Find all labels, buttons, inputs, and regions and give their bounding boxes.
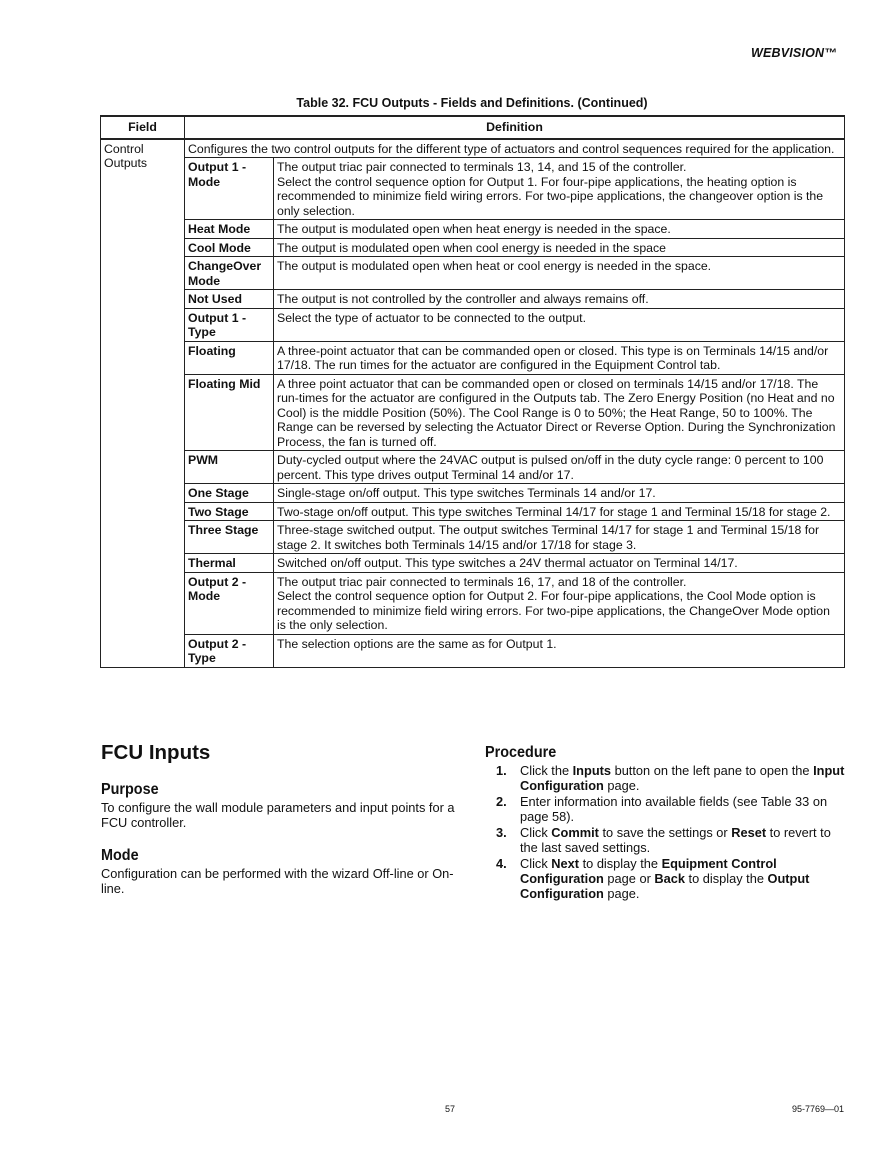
step-emphasis: Commit xyxy=(551,825,599,840)
definition-text: The output triac pair connected to terminals 16, 17, and 18 of the controller. xyxy=(277,574,687,589)
page-number: 57 xyxy=(445,1104,456,1114)
table-row xyxy=(101,484,845,503)
purpose-heading: Purpose xyxy=(101,781,159,798)
definition-text: A three point actuator that can be commanded open or closed on terminals 14/15 and/or 17/18. The run-times for the actuator are configured in the Outputs tab. The Zero Energy Position (no Heat and no Cool) is the middle Position (50%). The Cool Range is 0 to 50%; the Heat Range, 50 to 100%. The Range can be reversed by selecting the Actuator Direct or Reverse Option. During the Synchronization Process, the fan is turned off. xyxy=(277,376,836,449)
option-definition-cell xyxy=(274,451,845,484)
step-text: to revert to the last saved settings. xyxy=(520,825,831,855)
mode-heading: Mode xyxy=(101,847,139,864)
intro-definition-cell: Configures the two control outputs for the different type of actuators and control sequences required for the application. xyxy=(185,139,845,158)
step-number: 3. xyxy=(496,825,507,840)
step-text: page. xyxy=(603,778,640,793)
procedure-steps xyxy=(485,763,845,901)
section-heading-fcu-inputs: FCU Inputs xyxy=(101,741,211,764)
definition-text: Three-stage switched output. The output switches Terminal 14/17 for stage 1 and Terminal 15/18 for stage 2. It switches both Terminals 14/15 and/or 17/18 for stage 3. xyxy=(277,523,820,552)
step-text: Click xyxy=(520,856,552,871)
option-definition-cell xyxy=(274,308,845,341)
option-name-cell: Two Stage xyxy=(185,502,274,521)
step-text: to display the xyxy=(684,871,768,886)
step-emphasis: Equipment Control Configuration xyxy=(520,856,777,886)
option-name-cell: Output 2 - Mode xyxy=(185,572,274,634)
option-definition-cell xyxy=(274,484,845,503)
option-definition-cell xyxy=(274,257,845,290)
option-name-cell: Floating xyxy=(185,341,274,374)
header-brand: WEBVISION™ xyxy=(750,46,837,60)
procedure-step xyxy=(485,794,845,824)
table-row xyxy=(101,257,845,290)
option-name-cell: One Stage xyxy=(185,484,274,503)
right-column xyxy=(485,745,845,902)
field-name-cell: Control Outputs xyxy=(101,139,185,668)
definition-text: Switched on/off output. This type switches a 24V thermal actuator on Terminal 14/17. xyxy=(277,556,738,570)
table-row xyxy=(101,220,845,239)
definition-text: The output is modulated open when heat or cool energy is needed in the space. xyxy=(277,259,712,273)
step-text: page. xyxy=(603,886,640,901)
step-number: 1. xyxy=(496,763,507,778)
option-name-cell: Output 1 - Type xyxy=(185,308,274,341)
option-name-cell: ChangeOver Mode xyxy=(185,257,274,290)
table-row xyxy=(101,238,845,257)
step-number: 4. xyxy=(496,856,507,871)
step-emphasis: Inputs xyxy=(572,763,612,778)
option-definition-cell xyxy=(274,572,845,634)
definition-text: A three-point actuator that can be commanded open or closed. This type is on Terminals 14/15 and/or 17/18. The run times for the actuator are configured in the Equipment Control tab. xyxy=(277,343,829,372)
option-name-cell: Not Used xyxy=(185,290,274,309)
definition-text: The output is not controlled by the controller and always remains off. xyxy=(277,292,649,306)
definition-text: Duty-cycled output where the 24VAC output is pulsed on/off in the duty cycle range: 0 percent to 100 percent. This type drives output Terminal 14 and/or 17. xyxy=(277,453,824,482)
procedure-step xyxy=(485,856,845,901)
table-row xyxy=(101,374,845,451)
table-row xyxy=(101,158,845,220)
table-row xyxy=(101,554,845,573)
document-number: 95-7769—01 xyxy=(791,1104,844,1114)
mode-text: Configuration can be performed with the wizard Off-line or On-line. xyxy=(101,866,454,896)
option-name-cell: Floating Mid xyxy=(185,374,274,451)
procedure-heading: Procedure xyxy=(485,744,557,761)
definition-text: The output is modulated open when cool energy is needed in the space xyxy=(277,240,666,255)
column-header-definition: Definition xyxy=(185,116,845,139)
definition-text: Select the control sequence option for Output 1. For four-pipe applications, the heating option is recommended to minimize field wiring errors. For two-pipe applications, the changeover option is the only selection. xyxy=(277,174,824,218)
procedure-step xyxy=(485,825,845,855)
table-row xyxy=(101,451,845,484)
option-name-cell: Output 1 - Mode xyxy=(185,158,274,220)
column-header-field: Field xyxy=(101,116,185,139)
definition-text: Select the control sequence option for Output 2. For four-pipe applications, the Cool Mode option is recommended to minimize field wiring errors. For two-pipe applications, the ChangeOver Mode option is the only selection. xyxy=(277,589,830,632)
step-text: Enter information into available fields (see Table 33 on page 58). xyxy=(520,794,828,824)
option-name-cell: Thermal xyxy=(185,554,274,573)
definition-text: The output triac pair connected to terminals 13, 14, and 15 of the controller. xyxy=(277,160,687,174)
definitions-table xyxy=(100,115,845,668)
step-emphasis: Next xyxy=(551,856,580,871)
option-name-cell: Heat Mode xyxy=(185,220,274,239)
step-emphasis: Reset xyxy=(731,825,767,840)
definition-text: Select the type of actuator to be connected to the output. xyxy=(277,310,587,325)
step-text: Click xyxy=(520,825,552,840)
step-text: to save the settings or xyxy=(598,825,732,840)
step-text: Click the xyxy=(520,763,573,778)
option-definition-cell xyxy=(274,521,845,554)
option-definition-cell xyxy=(274,158,845,220)
option-definition-cell xyxy=(274,341,845,374)
option-definition-cell xyxy=(274,634,845,667)
table-row xyxy=(101,634,845,667)
step-emphasis: Back xyxy=(654,871,685,886)
step-emphasis: Output Configuration xyxy=(520,871,810,901)
table-title: Table 32. FCU Outputs - Fields and Definitions. (Continued) xyxy=(296,96,648,110)
definition-text: The output is modulated open when heat energy is needed in the space. xyxy=(277,222,671,236)
step-emphasis: Input Configuration xyxy=(520,763,845,793)
step-text: page or xyxy=(603,871,655,886)
option-name-cell: Three Stage xyxy=(185,521,274,554)
table-row xyxy=(101,572,845,634)
option-definition-cell xyxy=(274,554,845,573)
table-header-row xyxy=(101,116,845,139)
table-row-intro xyxy=(101,139,845,158)
option-definition-cell xyxy=(274,374,845,451)
option-name-cell: Output 2 - Type xyxy=(185,634,274,667)
option-name-cell: Cool Mode xyxy=(185,238,274,257)
purpose-text: To configure the wall module parameters and input points for a FCU controller. xyxy=(101,800,455,830)
table-row xyxy=(101,502,845,521)
option-definition-cell xyxy=(274,220,845,239)
option-definition-cell xyxy=(274,502,845,521)
option-definition-cell xyxy=(274,238,845,257)
table-row xyxy=(101,341,845,374)
definition-text: Single-stage on/off output. This type switches Terminals 14 and/or 17. xyxy=(277,486,656,500)
option-name-cell: PWM xyxy=(185,451,274,484)
table-row xyxy=(101,308,845,341)
left-column xyxy=(101,741,461,914)
option-definition-cell xyxy=(274,290,845,309)
step-text: button on the left pane to open the xyxy=(611,763,814,778)
table-body xyxy=(101,139,845,668)
definition-text: Two-stage on/off output. This type switches Terminal 14/17 for stage 1 and Terminal 15/18 for stage 2. xyxy=(277,504,831,519)
definition-text: The selection options are the same as for Output 1. xyxy=(277,636,557,651)
table-row xyxy=(101,521,845,554)
step-text: to display the xyxy=(579,856,662,871)
table-row xyxy=(101,290,845,309)
step-number: 2. xyxy=(496,794,507,809)
procedure-step xyxy=(485,763,845,793)
